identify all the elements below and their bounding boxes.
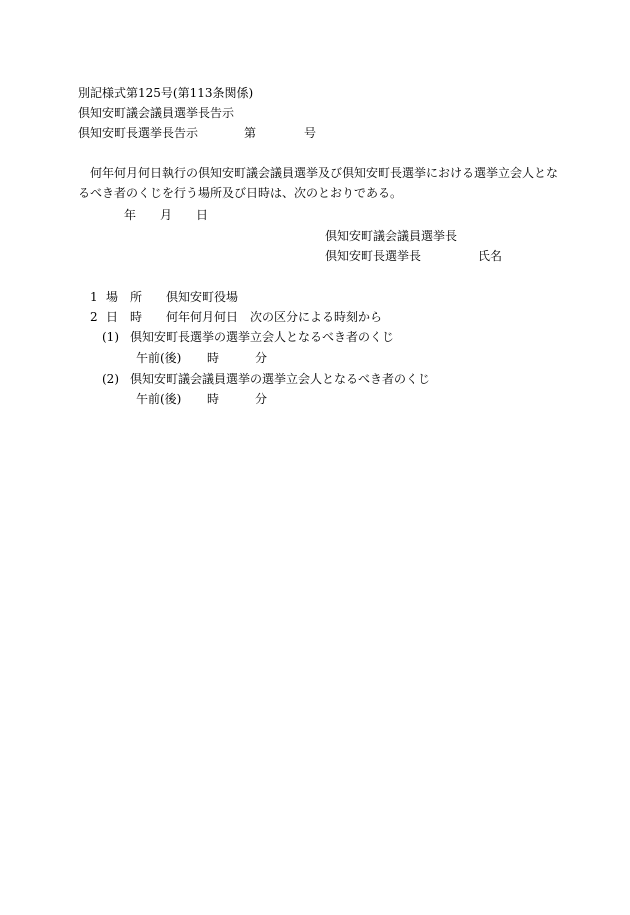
sub-item-2-text: 倶知安町議会議員選挙の選挙立会人となるべき者のくじ — [130, 372, 431, 386]
sub-item-2-hour: 時 — [207, 392, 220, 406]
item-1-number: 1 — [90, 290, 98, 304]
sub-item-1-number: (1) — [102, 330, 119, 344]
mayor-election-chief: 倶知安町長選挙長 — [325, 249, 422, 263]
notice-number-prefix: 第 — [244, 126, 257, 140]
sub-item-1-ampm: 午前(後) — [136, 351, 182, 365]
assembly-notice-title: 倶知安町議会議員選挙長告示 — [78, 106, 235, 120]
sub-item-1-text: 倶知安町長選挙の選挙立会人となるべき者のくじ — [130, 330, 395, 344]
sub-item-1-hour: 時 — [207, 351, 220, 365]
name-label: 氏名 — [478, 249, 503, 263]
body-paragraph-line-1: 何年何月何日執行の倶知安町議会議員選挙及び倶知安町長選挙における選挙立会人とな — [90, 166, 559, 180]
body-paragraph-line-2: るべき者のくじを行う場所及び日時は、次のとおりである。 — [78, 186, 403, 200]
item-1-label: 場 所 — [106, 290, 143, 304]
mayor-notice-title: 倶知安町長選挙長告示 — [78, 126, 199, 140]
sub-item-2-minute: 分 — [255, 392, 268, 406]
sub-item-2-number: (2) — [102, 372, 119, 386]
assembly-election-chief: 倶知安町議会議員選挙長 — [325, 229, 458, 243]
sub-item-1-minute: 分 — [255, 351, 268, 365]
notice-number-suffix: 号 — [304, 126, 317, 140]
date-month: 月 — [160, 208, 173, 222]
item-2-number: 2 — [90, 310, 98, 324]
form-reference: 別記様式第125号(第113条関係) — [78, 86, 254, 100]
item-2-value: 何年何月何日 次の区分による時刻から — [166, 310, 383, 324]
date-year: 年 — [124, 208, 137, 222]
date-day: 日 — [196, 208, 209, 222]
item-1-value: 倶知安町役場 — [166, 290, 239, 304]
item-2-label: 日 時 — [106, 310, 143, 324]
sub-item-2-ampm: 午前(後) — [136, 392, 182, 406]
